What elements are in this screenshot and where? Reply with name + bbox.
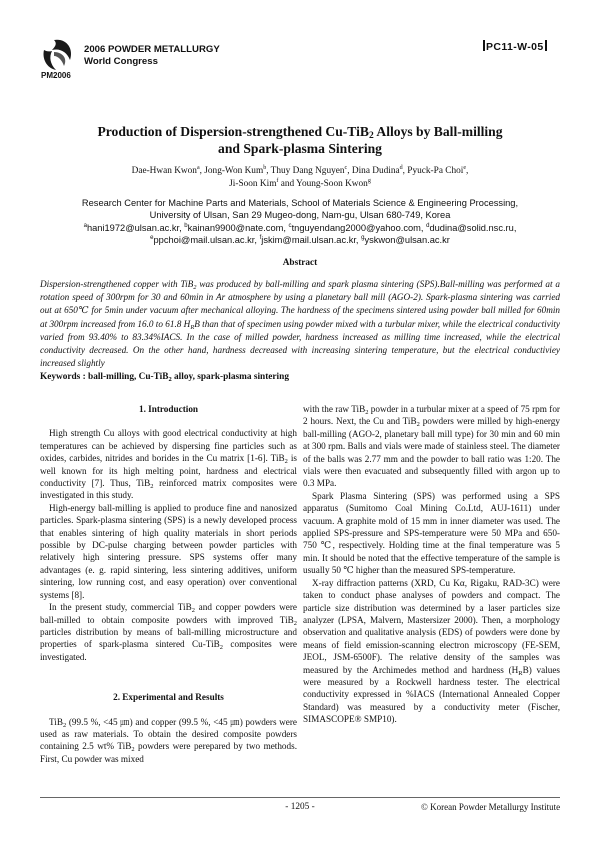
title-part: Alloys by Ball-milling bbox=[373, 124, 503, 139]
text: particles distribution by means of ball-milling microstructure and properties of spark-plasma sintered Cu-TiB bbox=[40, 626, 297, 650]
email-mark: d bbox=[426, 222, 430, 229]
text: TiB bbox=[49, 716, 63, 727]
paragraph: Spark Plasma Sintering (SPS) was performed using a SPS apparatus (Sumitomo Coal Mining Co.Ltd, AUJ-1611) under vacuum. A graphite mold of 15 mm in inner diameter was used. The applied SPS-pressure and SPS-temperature were 50 MPa and 650-750 ℃, respectively. Holding time at the final temperature was 5 min. It should be noted that the effective temperature of the sample is usually 50 ℃ higher than the measured SPS-temperature. bbox=[303, 490, 560, 576]
paper-code bbox=[483, 40, 547, 53]
author-list bbox=[40, 165, 560, 191]
paper-code-text: PC11-W-05 bbox=[486, 41, 544, 53]
subscript: 2 bbox=[191, 607, 195, 615]
email-link[interactable]: jskim@mail.ulsan.ac.kr, bbox=[261, 234, 362, 245]
author: , Thuy Dang Nguyen bbox=[266, 166, 345, 176]
author: Ji-Soon Kim bbox=[229, 179, 277, 189]
paragraph bbox=[303, 577, 560, 726]
author: and Young-Soon Kwon bbox=[278, 179, 368, 189]
text: X-ray diffraction patterns (XRD, Cu Kα, Rigaku, RAD-3C) were taken to conduct phase analyses of powders and compact. The particle size distribution was determined by a laser particles size analyzer (LPSA, Malvern, Mastersizer 2000). Then, a morphology observation and qualitative analysis (EDS) of powders were done by means of field emission-scanning electron microscopy (FE-SEM, JEOL, JSM-6500F). The relative density of the samples was measured by the Archimedes method and hardness (H bbox=[303, 577, 560, 675]
author-mark: f bbox=[276, 178, 279, 184]
subscript: 2 bbox=[131, 746, 135, 754]
abstract-part: Dispersion-strengthened copper with TiB bbox=[40, 279, 194, 289]
author: Dae-Hwan Kwon bbox=[131, 166, 197, 176]
email-mark: g bbox=[361, 234, 365, 241]
abstract-part: B than that of specimen using powder mixed with a turbular mixer, while the electrical conductivity varied from 93.40% to 83.34%IACS. In the case of milled powder, hardness increased as milling time increased, while the electrical conductivity decreased. On the other hand, hardness decreased with increasing sintering temperature, but the electrical conductiviey increased slightly bbox=[40, 318, 560, 369]
author-mark: d bbox=[399, 165, 403, 171]
section-heading-experimental: 2. Experimental and Results bbox=[113, 692, 224, 703]
subscript: 2 bbox=[416, 421, 420, 429]
paper-title bbox=[40, 123, 560, 157]
text: powder in a turbular mixer at a speed of 75 rpm for 2 hours. Next, the Cu and TiB bbox=[303, 404, 560, 427]
email-link[interactable]: tnguyendang2000@yahoo.com, bbox=[291, 222, 427, 233]
abstract-part: was produced by ball-milling and spark plasma sintering (SPS).Ball-milling was performed at a rotation speed of 300rpm for 30 and 60min in Ar atmosphere by using a planetary ball mill (AGO-2). Spark-plasma sintering was carried out at 650℃ for 5min under vacuum after mechanical alloying. The hardness of the specimens sintered using powder ball milled for 60min at 300rpm increased from 16.0 to 61.8 H bbox=[40, 279, 561, 329]
left-column bbox=[40, 403, 297, 765]
text: and copper powders were ball-milled to obtain composite powders with improved TiB bbox=[40, 602, 297, 625]
subscript: 2 bbox=[293, 619, 297, 627]
code-bar-left bbox=[483, 40, 485, 51]
author-mark: b bbox=[263, 165, 267, 171]
affiliation-line: University of Ulsan, San 29 Mugeo-dong, Nam-gu, Ulsan 680-749, Korea bbox=[149, 210, 451, 221]
subscript: 2 bbox=[365, 409, 369, 416]
text: reinforced matrix composites were investigated in this study. bbox=[40, 478, 298, 501]
title-line2: and Spark-plasma Sintering bbox=[218, 141, 382, 156]
code-bar-right bbox=[545, 40, 547, 51]
title-part: Production of Dispersion-strengthened Cu-TiB bbox=[97, 124, 369, 139]
section-heading-introduction: 1. Introduction bbox=[138, 404, 199, 414]
subscript: 2 bbox=[150, 483, 154, 491]
author: , Jong-Won Kum bbox=[199, 166, 264, 176]
logo-label: PM2006 bbox=[41, 71, 71, 80]
abstract-subscript: 2 bbox=[193, 284, 197, 291]
author-mark: e bbox=[463, 165, 467, 171]
keywords-subscript: 2 bbox=[168, 376, 172, 383]
subscript: 2 bbox=[284, 458, 288, 466]
keywords bbox=[40, 372, 560, 382]
paragraph bbox=[40, 601, 297, 663]
email-line bbox=[40, 222, 560, 234]
email-link[interactable]: dudina@solid.nsc.ru, bbox=[429, 222, 517, 233]
text: powders were milled by high-energy ball-milling (AGO-2, planetary ball mill type) for 30 min and 60 min at 300 rpm. Balls and vials were made of stainless steel. The diameter of the balls was 2.77 mm and the powder to ball ratio was 1:20. The vials were then evacuated and subsequently filled with argon up to 0.3 MPa. bbox=[303, 416, 560, 489]
paragraph: High-energy ball-milling is applied to produce fine and nanosized particles. Spark-plasma sintering (SPS) is a newly developed process that enables sintering of high quality materials in short periods possible by DC-pulse charging between powder particles with relatively high sintering pressure. SPS systems offer many advantages (e. g. rapid sintering, less sintering additives, uniform sintering, low running cost, and easy operation) over conventional systems [8]. bbox=[40, 502, 297, 600]
text: B) values were measured by a Rockwell hardness tester. The electrical conductivity expressed in %IACS (International Annealed Copper Standard) was measured by a conductivity meter (Fischer, SIMASCOPE® SMP10). bbox=[303, 664, 560, 725]
text: powders were perepared by two methods. First, Cu powder was mixed bbox=[40, 741, 297, 764]
abstract-subscript: R bbox=[190, 323, 195, 331]
email-mark: c bbox=[288, 222, 292, 229]
author: , Dina Dudina bbox=[347, 166, 400, 176]
author: , Pyuck-Pa Choi bbox=[402, 166, 464, 176]
email-mark: a bbox=[83, 222, 87, 229]
page-number: - 1205 - bbox=[285, 802, 315, 812]
conference-line1: 2006 POWDER METALLURGY bbox=[84, 44, 220, 55]
abstract-heading: Abstract bbox=[282, 258, 318, 268]
email-mark: e bbox=[150, 234, 154, 241]
author-mark: g bbox=[367, 178, 371, 184]
conference-title bbox=[84, 44, 220, 68]
email-mark: b bbox=[184, 222, 188, 229]
paragraph bbox=[40, 427, 297, 501]
keywords-part: alloy, spark-plasma sintering bbox=[171, 372, 289, 382]
email-link[interactable]: ppchoi@mail.ulsan.ac.kr, bbox=[153, 234, 260, 245]
subscript: R bbox=[518, 669, 523, 677]
affiliation bbox=[40, 197, 560, 246]
text: (99.5 %, <45 ㎛) and copper (99.5 %, <45 ㎛) powders were used as raw materials. To obtain the desired composite powders containing 2.5 wt% TiB bbox=[40, 716, 297, 752]
email-link[interactable]: hani1972@ulsan.ac.kr, bbox=[86, 222, 185, 233]
email-mark: f bbox=[259, 234, 262, 241]
text: High strength Cu alloys with good electrical conductivity at high temperatures can be achieved by dispersing fine particles such as oxides, carbides, nitrides and borides in the Cu matrix [1-6]. TiB bbox=[40, 428, 297, 464]
title-subscript: 2 bbox=[368, 131, 374, 141]
email-line bbox=[40, 234, 560, 246]
footer-rule bbox=[40, 797, 560, 798]
subscript: 2 bbox=[62, 721, 67, 729]
keywords-part: Keywords : ball-milling, Cu-TiB bbox=[40, 372, 169, 382]
email-link[interactable]: kainan9900@nate.com, bbox=[187, 222, 289, 233]
paragraph bbox=[40, 716, 297, 766]
conference-line2: World Congress bbox=[84, 56, 158, 67]
affiliation-line: Research Center for Machine Parts and Materials, School of Materials Science & Engineering Processing, bbox=[81, 198, 519, 208]
text: In the present study, commercial TiB bbox=[49, 602, 192, 613]
text: is well known for its high melting point, hardness and electrical conductivity [7]. Thus, TiB bbox=[40, 453, 297, 489]
email-link[interactable]: yskwon@ulsan.ac.kr bbox=[364, 234, 450, 245]
right-column bbox=[303, 403, 560, 726]
subscript: 2 bbox=[219, 644, 223, 652]
author-mark: c bbox=[344, 165, 348, 171]
copyright-notice: © Korean Powder Metallurgy Institute bbox=[421, 802, 561, 812]
text: with the raw TiB bbox=[303, 404, 366, 414]
author-mark: a bbox=[196, 165, 200, 171]
abstract-text bbox=[40, 278, 560, 370]
text: composites were investigated. bbox=[40, 639, 297, 662]
author-sep: , bbox=[466, 166, 469, 176]
paragraph bbox=[303, 403, 560, 490]
